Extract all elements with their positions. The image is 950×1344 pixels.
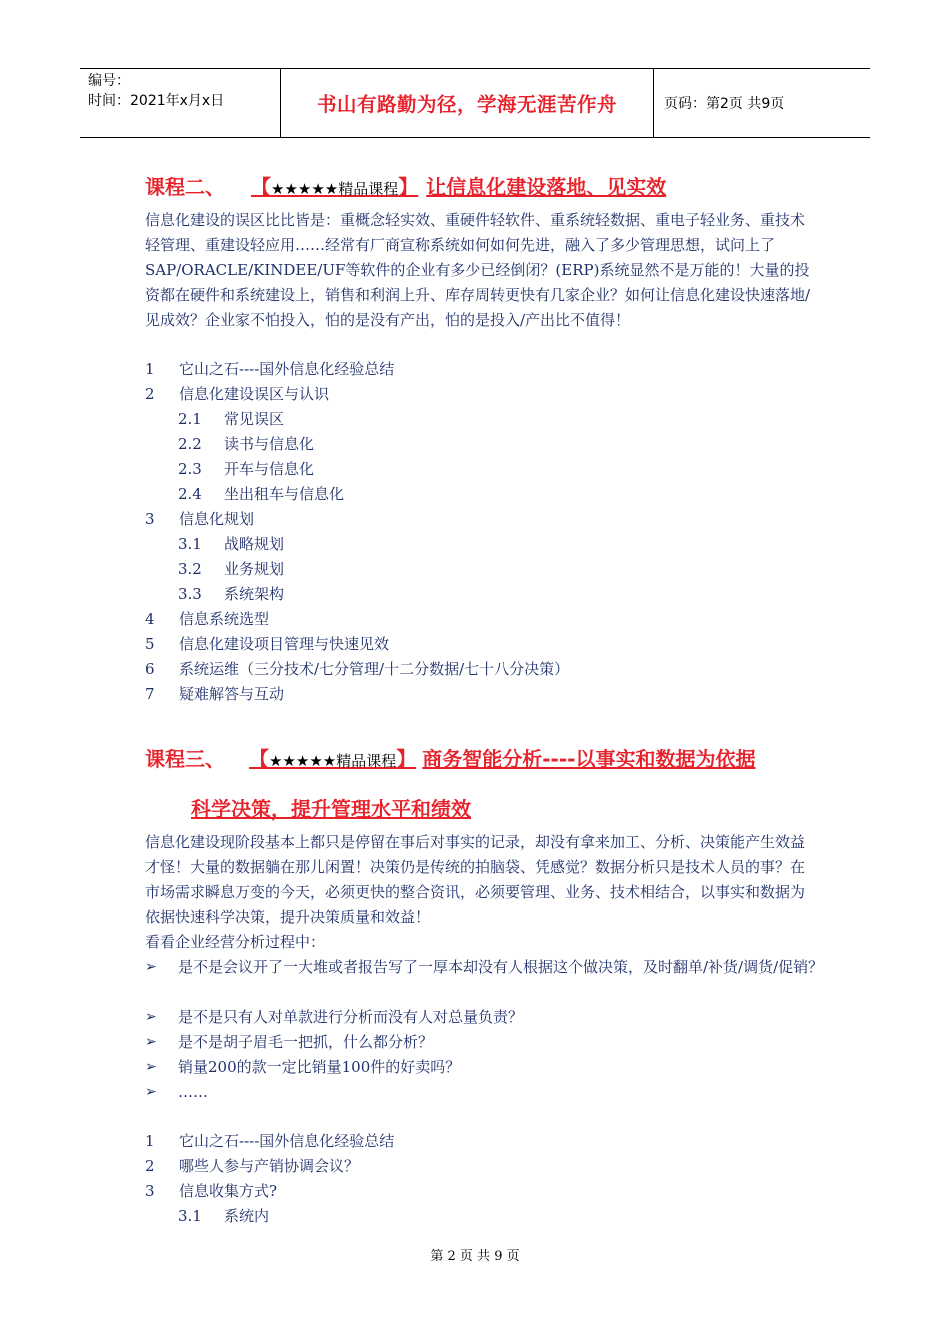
- outline-item-text: 疑难解答与互动: [179, 685, 285, 703]
- course3-heading-line2: [191, 793, 471, 822]
- header-meta-cell: [80, 69, 281, 137]
- arrow-bullet-icon: ➢: [145, 1034, 157, 1050]
- course3-lead: 看看企业经营分析过程中：: [145, 933, 326, 951]
- outline-item-text: 战略规划: [224, 535, 285, 553]
- outline-item-number: 6: [145, 660, 155, 678]
- outline-item-text: 开车与信息化: [224, 460, 315, 478]
- outline-item-text: 信息化建设项目管理与快速见效: [179, 635, 390, 653]
- outline-item: [178, 532, 284, 557]
- outline-item: [145, 1129, 394, 1154]
- page-footer: 第 2 页 共 9 页: [430, 1249, 520, 1264]
- outline-item: [145, 507, 254, 532]
- outline-item-text: 信息收集方式?: [179, 1182, 278, 1200]
- bullet-text: 销量200的款一定比销量100件的好卖吗？: [178, 1058, 461, 1076]
- outline-item-number: 1: [145, 360, 155, 378]
- outline-item-number: 1: [145, 1132, 155, 1150]
- outline-item-number: 2.2: [178, 435, 202, 453]
- outline-item: [145, 632, 389, 657]
- bullet-item: [145, 1005, 825, 1030]
- outline-item: [145, 357, 394, 382]
- outline-item: [178, 1204, 269, 1229]
- outline-item-number: 2.1: [178, 410, 202, 428]
- outline-item: [178, 407, 284, 432]
- outline-item: [145, 657, 569, 682]
- outline-item-text: 信息化建设误区与认识: [179, 385, 330, 403]
- bullet-item: [145, 955, 825, 980]
- arrow-bullet-icon: ➢: [145, 1084, 157, 1100]
- outline-item-number: 2.3: [178, 460, 202, 478]
- course2-tag: ★★★★★精品课程: [271, 180, 399, 198]
- course2-tag-bracket: 【★★★★★精品课程】: [251, 175, 419, 199]
- outline-item-number: 2: [145, 385, 155, 403]
- outline-item-number: 7: [145, 685, 155, 703]
- course3-tag: ★★★★★精品课程: [269, 752, 397, 770]
- outline-item-number: 3.2: [178, 560, 202, 578]
- bullet-item: [145, 1030, 825, 1055]
- outline-item-number: 4: [145, 610, 155, 628]
- outline-item-text: 系统运维（三分技术/七分管理/十二分数据/七十八分决策）: [179, 660, 570, 678]
- bullet-text: 是不是胡子眉毛一把抓，什么都分析？: [178, 1033, 434, 1051]
- course2-title: 让信息化建设落地、见实效: [426, 175, 667, 199]
- bullet-text: ……: [178, 1083, 208, 1101]
- outline-item-text: 系统内: [224, 1207, 270, 1225]
- outline-item: [145, 382, 329, 407]
- arrow-bullet-icon: ➢: [145, 1059, 157, 1075]
- outline-item-text: 读书与信息化: [224, 435, 315, 453]
- outline-item-text: 系统架构: [224, 585, 285, 603]
- course3-title-line1: 商务智能分析----以事实和数据为依据: [422, 747, 756, 771]
- date-label: 时间：2021年x月x日: [88, 93, 225, 109]
- outline-item-text: 常见误区: [224, 410, 285, 428]
- course3-tag-bracket: 【★★★★★精品课程】: [249, 747, 417, 771]
- outline-item-number: 3: [145, 510, 155, 528]
- outline-item-number: 2: [145, 1157, 155, 1175]
- bullet-text: 是不是会议开了一大堆或者报告写了一厚本却没有人根据这个做决策，及时翻单/补货/调货/促销？: [178, 958, 824, 976]
- header-page-info: 页码：第2页 共9页: [664, 96, 785, 112]
- outline-item-text: 它山之石----国外信息化经验总结: [179, 360, 395, 378]
- outline-item-text: 坐出租车与信息化: [224, 485, 345, 503]
- bullet-item: [145, 1080, 825, 1105]
- outline-item-text: 哪些人参与产销协调会议？: [179, 1157, 360, 1175]
- header-motto: 书山有路勤为径，学海无涯苦作舟: [281, 69, 654, 137]
- outline-item-number: 3.1: [178, 1207, 202, 1225]
- course2-intro: 信息化建设的误区比比皆是：重概念轻实效、重硬件轻软件、重系统轻数据、重电子轻业务、重技术轻管理、重建设轻应用……经常有厂商宣称系统如何如何先进，融入了多少管理思想，试问上了SAP/ORACLE/KINDEE/UF等软件的企业有多少已经倒闭？(ERP)系统显然不是万能的！大量的投资都在硬件和系统建设上，销售和利润上升、库存周转更快有几家企业？如何让信息化建设快速落地/见成效？企业家不怕投入，怕的是没有产出，怕的是投入/产出比不值得！: [145, 211, 811, 329]
- outline-item: [178, 582, 284, 607]
- course2-prefix: 课程二、: [145, 175, 225, 199]
- outline-item: [178, 457, 314, 482]
- outline-item: [178, 557, 284, 582]
- outline-item-text: 它山之石----国外信息化经验总结: [179, 1132, 395, 1150]
- outline-item: [145, 607, 269, 632]
- arrow-bullet-icon: ➢: [145, 1009, 157, 1025]
- outline-item: [145, 1154, 359, 1179]
- course2-heading: [145, 171, 666, 200]
- outline-item: [178, 432, 314, 457]
- outline-item-number: 3.1: [178, 535, 202, 553]
- course3-heading: [145, 743, 755, 772]
- outline-item: [178, 482, 344, 507]
- arrow-bullet-icon: ➢: [145, 959, 157, 975]
- course3-prefix: 课程三、: [145, 747, 225, 771]
- outline-item-number: 3.3: [178, 585, 202, 603]
- outline-item-number: 3: [145, 1182, 155, 1200]
- outline-item-text: 信息化规划: [179, 510, 255, 528]
- outline-item: [145, 1179, 277, 1204]
- outline-item: [145, 682, 284, 707]
- document-header: [80, 68, 870, 138]
- number-label: 编号：: [88, 73, 130, 89]
- bullet-text: 是不是只有人对单款进行分析而没有人对总量负责？: [178, 1008, 524, 1026]
- outline-item-text: 业务规划: [224, 560, 285, 578]
- outline-item-number: 2.4: [178, 485, 202, 503]
- course3-title-line2: 科学决策，提升管理水平和绩效: [191, 797, 471, 821]
- outline-item-text: 信息系统选型: [179, 610, 270, 628]
- bullet-item: [145, 1055, 825, 1080]
- outline-item-number: 5: [145, 635, 155, 653]
- course3-intro: 信息化建设现阶段基本上都只是停留在事后对事实的记录，却没有拿来加工、分析、决策能产生效益才怪！大量的数据躺在那儿闲置！决策仍是传统的拍脑袋、凭感觉？数据分析只是技术人员的事？在市场需求瞬息万变的今天，必须更快的整合资讯，必须要管理、业务、技术相结合，以事实和数据为依据快速科学决策，提升决策质量和效益！: [145, 833, 806, 926]
